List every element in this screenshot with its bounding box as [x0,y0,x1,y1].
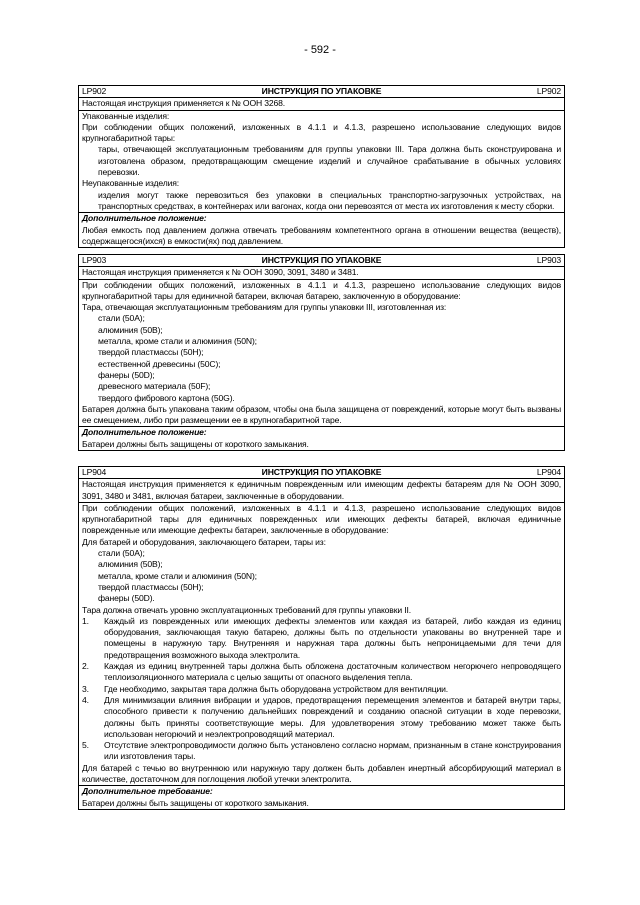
unpacked-text: изделия могут также перевозиться без упаковки в специальных транспортно-загрузочных устройствах, на транспортных средствах, в контейнерах или вагонах, когда они перевозятся от места их изготовления к месту сборки. [98,189,561,211]
list-item [82,616,561,661]
unpacked-head: Неупакованные изделия: [82,178,179,189]
item-number: 2. [82,661,89,672]
material-item: металла, кроме стали и алюминия (50N); [98,570,257,581]
material-item: фанеры (50D); [98,369,155,380]
list-item [82,740,561,763]
code-right: LP904 [536,467,561,477]
header-row [79,86,564,97]
code-left: LP902 [82,86,107,96]
general-text: При соблюдении общих положений, изложенных в 4.1.1 и 4.1.3, разрешено использование следующих видов крупногабаритной тары: [82,121,561,144]
battery-text: Батарея должна быть упакована таким образом, чтобы она была защищена от повреждений, которые могут быть вызваны ее смещением, либо при размещении ее в крупногабаритной таре. [82,403,561,426]
item-number: 3. [82,683,89,694]
extra-head: Дополнительное положение: [79,212,564,224]
code-right: LP902 [536,86,561,96]
extra-head: Дополнительное требование: [79,785,564,797]
material-item: алюминия (50B); [98,559,163,570]
leak-text: Для батарей с течью во внутреннюю или наружную тару должен быть добавлен инертный абсорбирующий материал в количестве, достаточном для поглощения любой утечки электролита. [82,762,561,785]
item-number: 5. [82,740,89,751]
header-row [79,255,564,266]
table-title: ИНСТРУКЦИЯ ПО УПАКОВКЕ [261,467,382,477]
material-item: древесного материала (50F); [98,381,211,392]
item-text: Каждая из единиц внутренней тары должна быть обложена достаточным количеством негорючего непроводящего теплоизоляционного материала с целью защиты от опасного выделения тепла. [104,661,561,683]
general-text: При соблюдении общих положений, изложенных в 4.1.1 и 4.1.3, разрешено использование следующих видов крупногабаритной тары для единичных поврежденных или имеющих дефекты батарей, включая единичные поврежденные или имеющие дефекты батареи, заключенные в оборудование: [82,502,561,536]
list-item [82,695,561,740]
material-item: твердой пластмассы (50H); [98,581,204,592]
table-title: ИНСТРУКЦИЯ ПО УПАКОВКЕ [261,255,382,265]
packed-head: Упакованные изделия: [82,110,170,121]
applies-row: Настоящая инструкция применяется к № ООН 3268. [79,97,564,109]
code-left: LP903 [82,255,107,265]
extra-head: Дополнительное положение: [79,426,564,438]
item-text: Для минимизации влияния вибрации и ударов, предотвращения перемещения элементов и батарей внутри тары, способного привести к получению дальнейших повреждений и созданию опасной ситуации в ходе перевозки, должны быть приняты соответствующие меры. Для удовлетворения этому требованию может также быть использован негорючий и неэлектропроводящий материал. [104,694,561,739]
material-item: стали (50A); [98,548,145,559]
tara-head: Тара, отвечающая эксплуатационным требованиям для группы упаковки III, изготовленная из: [82,302,447,313]
body-row [79,110,564,213]
material-item: металла, кроме стали и алюминия (50N); [98,336,257,347]
material-item: твердой пластмассы (50H); [98,347,204,358]
item-text: Где необходимо, закрытая тара должна быть оборудована устройством для вентиляции. [104,683,449,694]
table-lp903 [78,254,565,451]
table-lp902 [78,85,565,248]
body-row [79,502,564,785]
applies-row: Настоящая инструкция применяется к № ООН 3090, 3091, 3480 и 3481. [79,266,564,278]
material-item: фанеры (50D). [98,593,155,604]
extra-text: Батареи должны быть защищены от короткого замыкания. [82,438,309,449]
for-head: Для батарей и оборудования, заключающего батареи, тары из: [82,536,326,547]
table-lp904 [78,466,565,810]
header-row [79,467,564,478]
code-left: LP904 [82,467,107,477]
level-text: Тара должна отвечать уровню эксплуатационных требований для группы упаковки II. [82,604,411,615]
extra-text: Батареи должны быть защищены от короткого замыкания. [82,797,309,808]
item-number: 4. [82,694,89,705]
item-text: Каждый из поврежденных или имеющих дефекты элементов или каждая из батарей, либо каждая из единиц оборудования, заключающая такую батарею, должны быть по отдельности упакованы во внутренней таре и помещены в наружную тару. Внутренняя и наружная тара должны быть непроницаемыми для течи для предотвращения возможного выхода электролита. [104,615,561,660]
item-number: 1. [82,615,89,626]
applies-row: Настоящая инструкция применяется к единичным поврежденным или имеющим дефекты батареям для № ООН 3090, 3091, 3480 и 3481, включая батареи, заключенные в оборудовании. [79,478,564,502]
extra-text: Любая емкость под давлением должна отвечать требованиям компетентного органа в отношении вещества (веществ), содержащегося(ихся) в емкости(ях) под давлением. [82,224,561,246]
item-text: Отсутствие электропроводимости должно быть установлено согласно нормам, признанным в стане конструирования или изготовления тары. [104,740,561,762]
page-number: - 592 - [304,44,336,56]
general-text: При соблюдении общих положений, изложенных в 4.1.1 и 4.1.3, разрешено использование следующих видов крупногабаритной тары для единичной батареи, включая батарею, заключенную в оборудование: [82,279,561,301]
material-item: стали (50A); [98,313,145,324]
tara-text: тары, отвечающей эксплуатационным требованиям для группы упаковки III. Тара должна быть сконструирована и изготовлена образом, предотвращающим смещение изделий и случайное срабатывание в обычных условиях перевозки. [98,144,561,178]
list-item [82,661,561,684]
body-row [79,279,564,427]
material-item: алюминия (50B); [98,324,163,335]
list-item [82,684,561,695]
code-right: LP903 [536,255,561,265]
material-item: твердого фибрового картона (50G). [98,392,235,403]
table-title: ИНСТРУКЦИЯ ПО УПАКОВКЕ [261,86,382,96]
material-item: естественной древесины (50C); [98,358,221,369]
